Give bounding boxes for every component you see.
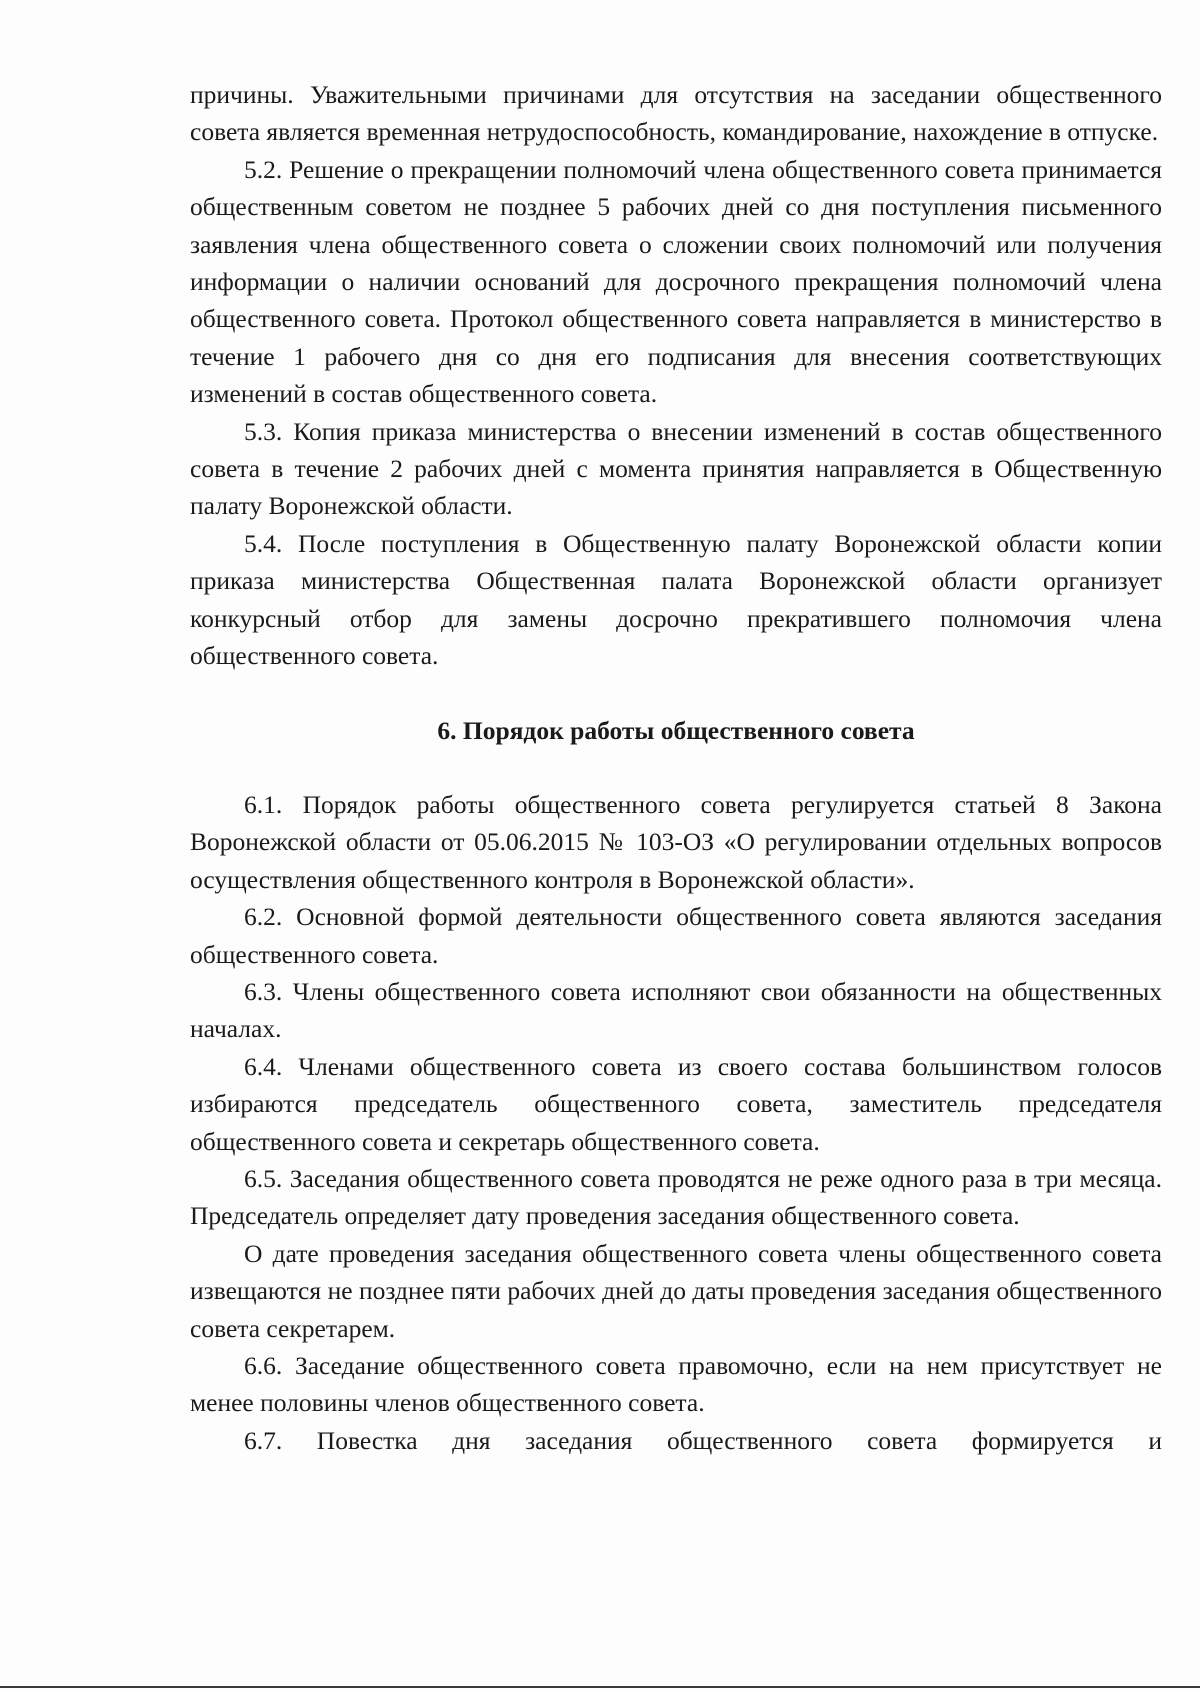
paragraph: 6.7. Повестка дня заседания общественного совета формируется и (244, 1425, 1162, 1455)
section-6-paragraphs (190, 786, 1162, 1459)
paragraph: 6.6. Заседание общественного совета правомочно, если на нем присутствует не менее половины членов общественного совета. (190, 1351, 1162, 1418)
paragraph: 5.3. Копия приказа министерства о внесении изменений в состав общественного совета в течение 2 рабочих дней с момента принятия направляется в Общественную палату Воронежской области. (190, 416, 1162, 521)
document-body (190, 76, 1162, 1459)
paragraph: 6.2. Основной формой деятельности общественного совета являются заседания общественного совета. (190, 902, 1162, 969)
section-5-continuation (190, 76, 1162, 675)
paragraph: 6.5. Заседания общественного совета проводятся не реже одного раза в три месяца. Председатель определяет дату проведения заседания общественного совета. (190, 1163, 1162, 1231)
paragraph: причины. Уважительными причинами для отсутствия на заседании общественного совета является временная нетрудоспособность, командирование, нахождение в отпуске. (190, 80, 1162, 147)
paragraph: 6.3. Члены общественного совета исполняют свои обязанности на общественных началах. (190, 976, 1162, 1044)
paragraph: 5.2. Решение о прекращении полномочий члена общественного совета принимается общественным советом не позднее 5 рабочих дней со дня поступления письменного заявления члена общественного совета о сложении своих полномочий или получения информации о наличии оснований для досрочного прекращения полномочий члена общественного совета. Протокол общественного совета направляется в министерство в течение 1 рабочего дня со дня его подписания для внесения соответствующих изменений в состав общественного совета. (190, 154, 1162, 409)
paragraph: 6.1. Порядок работы общественного совета регулируется статьей 8 Закона Воронежской области от 05.06.2015 № 103-ОЗ «О регулировании отдельных вопросов осуществления общественного контроля в Воронежской области». (190, 789, 1162, 894)
page-bottom-rule (0, 1686, 1200, 1688)
section-heading: 6. Порядок работы общественного совета (437, 715, 915, 745)
paragraph: О дате проведения заседания общественного совета члены общественного совета извещаются не позднее пяти рабочих дней до даты проведения заседания общественного совета секретарем. (190, 1238, 1162, 1343)
paragraph: 5.4. После поступления в Общественную палату Воронежской области копии приказа министерства Общественная палата Воронежской области организует конкурсный отбор для замены досрочно прекратившего полномочия члена общественного совета. (190, 528, 1162, 671)
paragraph: 6.4. Членами общественного совета из своего состава большинством голосов избираются председатель общественного совета, заместитель председателя общественного совета и секретарь общественного совета. (190, 1051, 1162, 1156)
